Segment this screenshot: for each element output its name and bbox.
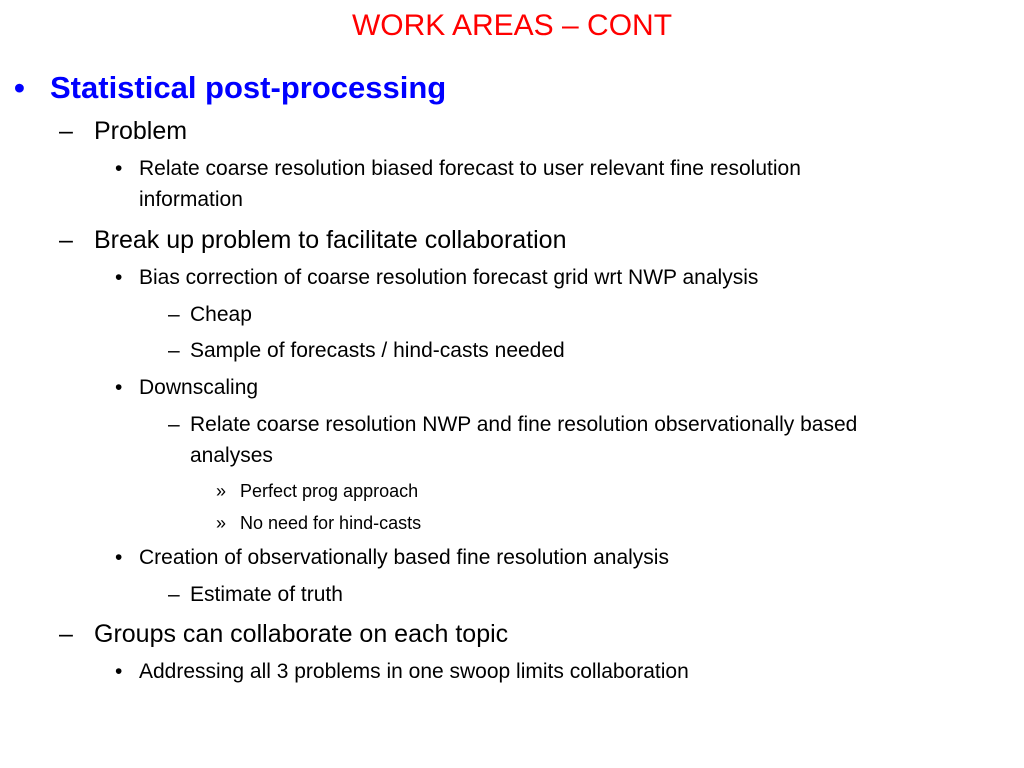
creation-label: Creation of observationally based fine resolution analysis [139, 546, 669, 569]
dash-marker: – [59, 620, 73, 648]
groups-item-text: Addressing all 3 problems in one swoop limits collaboration [139, 660, 689, 683]
bullet-marker: • [14, 70, 25, 105]
problem-item-line2: information [139, 188, 243, 211]
bullet-marker: • [115, 157, 123, 180]
dash-marker: – [59, 226, 73, 254]
creation-item-text: Estimate of truth [190, 583, 343, 606]
dash-marker: – [168, 303, 180, 326]
dash-marker: – [168, 339, 180, 362]
heading-text: Statistical post-processing [50, 70, 447, 105]
perfect-prog-text: Perfect prog approach [240, 481, 419, 501]
bias-item-text: Sample of forecasts / hind-casts needed [190, 339, 565, 362]
no-hindcasts-text: No need for hind-casts [240, 513, 422, 533]
dash-marker: – [59, 117, 73, 145]
dash-marker: – [168, 583, 180, 606]
bias-correction-label: Bias correction of coarse resolution forecast grid wrt NWP analysis [139, 266, 759, 289]
slide-title: WORK AREAS – CONT [351, 9, 673, 42]
chevron-marker: » [216, 513, 227, 533]
downscaling-label: Downscaling [139, 376, 259, 399]
bias-item-text: Cheap [190, 303, 252, 326]
bullet-marker: • [115, 660, 123, 683]
downscaling-relate-line1: Relate coarse resolution NWP and fine resolution observationally based [190, 413, 858, 436]
chevron-marker: » [216, 481, 227, 501]
bullet-marker: • [115, 376, 123, 399]
problem-item-line1: Relate coarse resolution biased forecast to user relevant fine resolution [139, 157, 801, 180]
problem-label: Problem [94, 117, 188, 145]
breakup-label: Break up problem to facilitate collaboration [94, 226, 567, 254]
bullet-marker: • [115, 266, 123, 289]
bullet-marker: • [115, 546, 123, 569]
dash-marker: – [168, 413, 180, 436]
downscaling-relate-line2: analyses [190, 444, 273, 467]
groups-label: Groups can collaborate on each topic [94, 620, 509, 648]
